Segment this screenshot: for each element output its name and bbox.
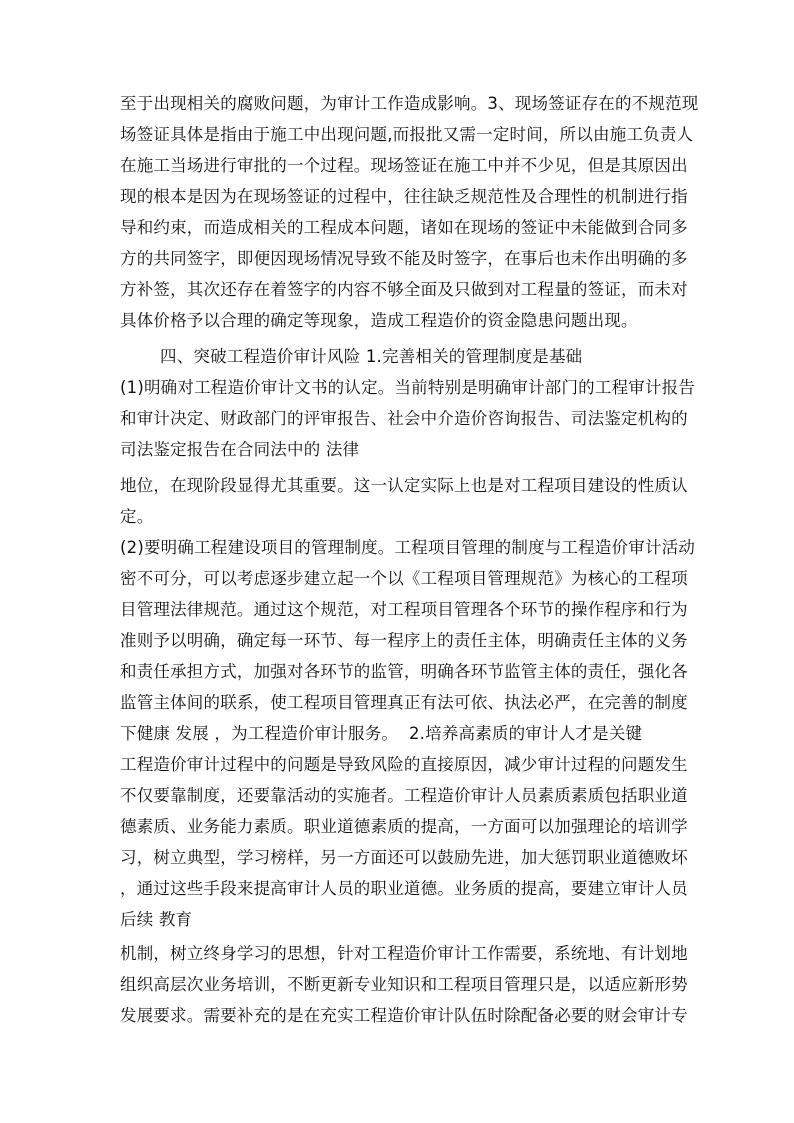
text-line: 现的根本是因为在现场签证的过程中，往往缺乏规范性及合理性的机制进行指 <box>120 187 688 206</box>
text-line: 习，树立典型，学习榜样，另一方面还可以鼓励先进，加大惩罚职业道德败坏 <box>120 848 688 867</box>
text-line: 方的共同签字，即便因现场情况导致不能及时签字，在事后也未作出明确的多 <box>120 249 688 268</box>
text-line: 至于出现相关的腐败问题，为审计工作造成影响。3、现场签证存在的不规范现 <box>120 94 699 113</box>
text-line: 地位，在现阶段显得尤其重要。这一认定实际上也是对工程项目建设的性质认 <box>120 476 688 495</box>
text-line: (1)明确对工程造价审计文书的认定。当前特别是明确审计部门的工程审计报告 <box>120 378 696 397</box>
text-line: 场签证具体是指由于施工中出现问题,而报批又需一定时间，所以由施工负责人 <box>120 125 694 144</box>
text-line: 定。 <box>120 507 154 526</box>
text-line: 发展要求。需要补充的是在充实工程造价审计队伍时除配备必要的财会审计专 <box>120 1006 688 1025</box>
text-line: 机制，树立终身学习的思想，针对工程造价审计工作需要，系统地、有计划地 <box>120 944 688 963</box>
section-heading: 四、突破工程造价审计风险 1.完善相关的管理制度是基础 <box>160 347 583 366</box>
text-line: 下健康 发展 ，为工程造价审计服务。 2.培养高素质的审计人才是关键 <box>120 724 643 743</box>
text-line: 在施工当场进行审批的一个过程。现场签证在施工中并不少见，但是其原因出 <box>120 156 688 175</box>
text-line: 德素质、业务能力素质。职业道德素质的提高，一方面可以加强理论的培训学 <box>120 817 688 836</box>
text-line: 组织高层次业务培训，不断更新专业知识和工程项目管理只是，以适应新形势 <box>120 975 688 994</box>
text-line: 密不可分，可以考虑逐步建立起一个以《工程项目管理规范》为核心的工程项 <box>120 569 688 588</box>
text-line: 具体价格予以合理的确定等现象，造成工程造价的资金隐患问题出现。 <box>120 311 638 330</box>
text-line: (2)要明确工程建设项目的管理制度。工程项目管理的制度与工程造价审计活动 <box>120 538 696 557</box>
text-line: 目管理法律规范。通过这个规范，对工程项目管理各个环节的操作程序和行为 <box>120 600 688 619</box>
text-line: 工程造价审计过程中的问题是导致风险的直接原因，减少审计过程的问题发生 <box>120 755 688 774</box>
text-line: 准则予以明确，确定每一环节、每一程序上的责任主体，明确责任主体的义务 <box>120 631 688 650</box>
text-line: 不仅要靠制度，还要靠活动的实施者。工程造价审计人员素质素质包括职业道 <box>120 786 688 805</box>
text-line: ，通过这些手段来提高审计人员的职业道德。业务质的提高，要建立审计人员 <box>120 879 688 898</box>
text-line: 司法鉴定报告在合同法中的 法律 <box>120 440 360 459</box>
text-line: 方补签，其次还存在着签字的内容不够全面及只做到对工程量的签证，而未对 <box>120 280 688 299</box>
text-line: 监管主体间的联系，使工程项目管理真正有法可依、执法必严，在完善的制度 <box>120 693 688 712</box>
text-line: 导和约束，而造成相关的工程成本问题，诸如在现场的签证中未能做到合同多 <box>120 218 688 237</box>
text-line: 和审计决定、财政部门的评审报告、社会中介造价咨询报告、司法鉴定机构的 <box>120 409 688 428</box>
text-line: 和责任承担方式，加强对各环节的监管，明确各环节监管主体的责任，强化各 <box>120 662 688 681</box>
text-line: 后续 教育 <box>120 910 193 929</box>
